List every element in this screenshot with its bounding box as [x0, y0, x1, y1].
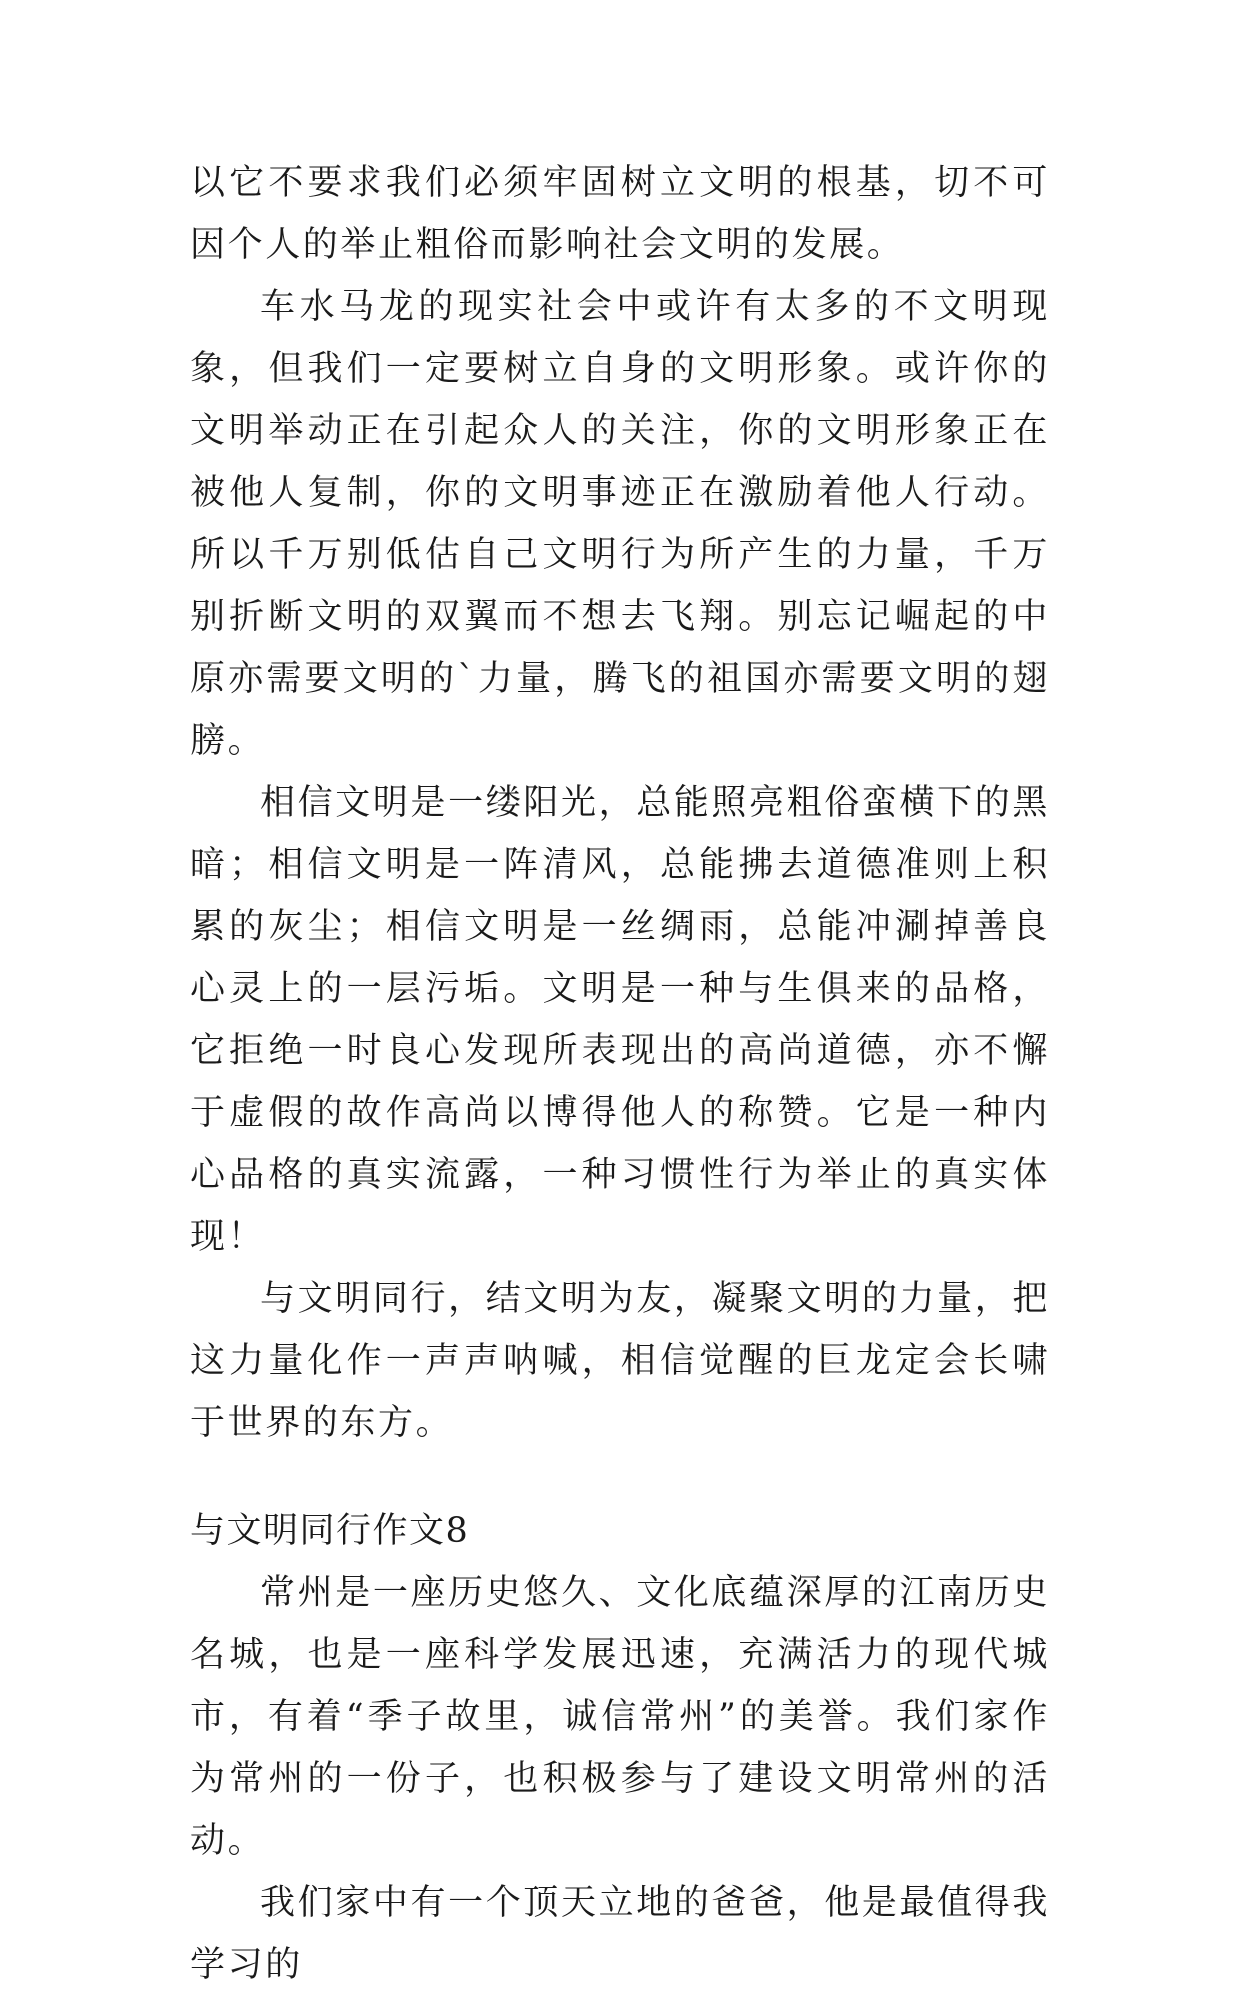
paragraph-father: 我们家中有一个顶天立地的爸爸，他是最值得我学习的 — [190, 1883, 1050, 1985]
paragraph-changzhou-intro: 常州是一座历史悠久、文化底蕴深厚的江南历史名城，也是一座科学发展迅速，充满活力的现代城市，有着“季子故里，诚信常州”的美誉。我们家作为常州的一份子，也积极参与了建设文明常州的活动。 — [190, 1573, 1050, 1861]
paragraph-conclusion: 与文明同行，结文明为友，凝聚文明的力量，把这力量化作一声声呐喊，相信觉醒的巨龙定会长啸于世界的东方。 — [190, 1279, 1050, 1443]
document-body — [190, 152, 1050, 1996]
paragraph-civilized-image: 车水马龙的现实社会中或许有太多的不文明现象，但我们一定要树立自身的文明形象。或许你的文明举动正在引起众人的关注，你的文明形象正在被他人复制，你的文明事迹正在激励着他人行动。所以千万别低估自己文明行为所产生的力量，千万别折断文明的双翼而不想去飞翔。别忘记崛起的中原亦需要文明的`力量，腾飞的祖国亦需要文明的翅膀。 — [190, 287, 1050, 761]
essay-heading: 与文明同行作文8 — [190, 1511, 470, 1551]
paragraph-believe-civilization: 相信文明是一缕阳光，总能照亮粗俗蛮横下的黑暗；相信文明是一阵清风，总能拂去道德准则上积累的灰尘；相信文明是一丝绸雨，总能冲涮掉善良心灵上的一层污垢。文明是一种与生俱来的品格，它拒绝一时良心发现所表现出的高尚道德，亦不懈于虚假的故作高尚以博得他人的称赞。它是一种内心品格的真实流露，一种习惯性行为举止的真实体现！ — [190, 783, 1050, 1257]
paragraph-continued: 以它不要求我们必须牢固树立文明的根基，切不可因个人的举止粗俗而影响社会文明的发展。 — [190, 163, 1050, 265]
